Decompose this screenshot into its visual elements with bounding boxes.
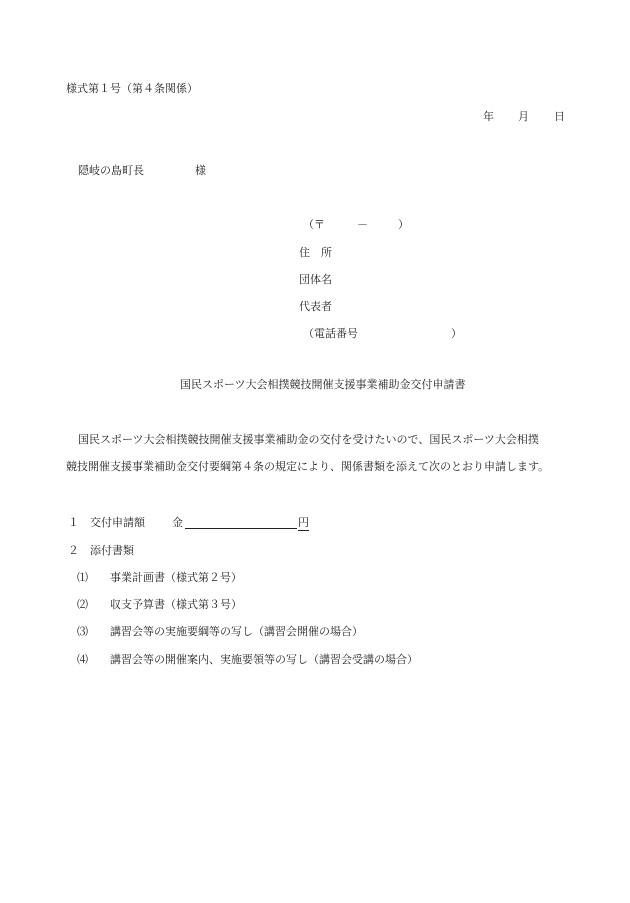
attachment-1-text: 事業計画書（様式第２号） xyxy=(110,571,242,584)
attachment-3-number: ⑶ xyxy=(77,625,88,638)
item1-amount-suffix: 円 xyxy=(298,516,309,529)
address-label: 住 所 xyxy=(299,246,332,259)
form-number: 様式第１号（第４条関係） xyxy=(66,82,198,95)
item1-amount-prefix: 金 xyxy=(172,516,183,529)
attachment-4-number: ⑷ xyxy=(77,653,88,666)
attachment-2-text: 収支予算書（様式第３号） xyxy=(110,598,242,611)
attachment-3-text: 講習会等の実施要綱等の写し（講習会開催の場合） xyxy=(110,625,363,638)
attachment-4-text: 講習会等の開催案内、実施要領等の写し（講習会受講の場合） xyxy=(110,653,418,666)
date-year-label: 年 xyxy=(483,110,494,123)
organization-label: 団体名 xyxy=(299,273,332,286)
postal-close: ） xyxy=(398,218,409,231)
representative-label: 代表者 xyxy=(299,300,332,313)
attachment-1-number: ⑴ xyxy=(77,571,88,584)
date-month-label: 月 xyxy=(518,110,529,123)
date-day-label: 日 xyxy=(554,110,565,123)
postal-dash: － xyxy=(357,218,368,231)
attachment-2-number: ⑵ xyxy=(77,598,88,611)
addressee-name: 隠岐の島町長 xyxy=(78,164,144,177)
item1-number: １ xyxy=(68,516,79,529)
postal-open: （〒 xyxy=(303,218,325,231)
item1-label: 交付申請額 xyxy=(90,516,145,529)
phone-close: ） xyxy=(451,327,462,340)
item2-label: 添付書類 xyxy=(90,544,134,557)
body-line-1: 国民スポーツ大会相撲競技開催支援事業補助金の交付を受けたいので、国民スポーツ大会相撲 xyxy=(78,433,539,446)
document-title: 国民スポーツ大会相撲競技開催支援事業補助金交付申請書 xyxy=(180,378,466,391)
item2-number: ２ xyxy=(68,544,79,557)
amount-field[interactable] xyxy=(185,516,297,533)
addressee-honorific: 様 xyxy=(195,164,206,177)
body-line-2: 競技開催支援事業補助金交付要綱第４条の規定により、関係書類を添えて次のとおり申請します。 xyxy=(66,460,550,473)
phone-open: （電話番号 xyxy=(303,327,358,340)
